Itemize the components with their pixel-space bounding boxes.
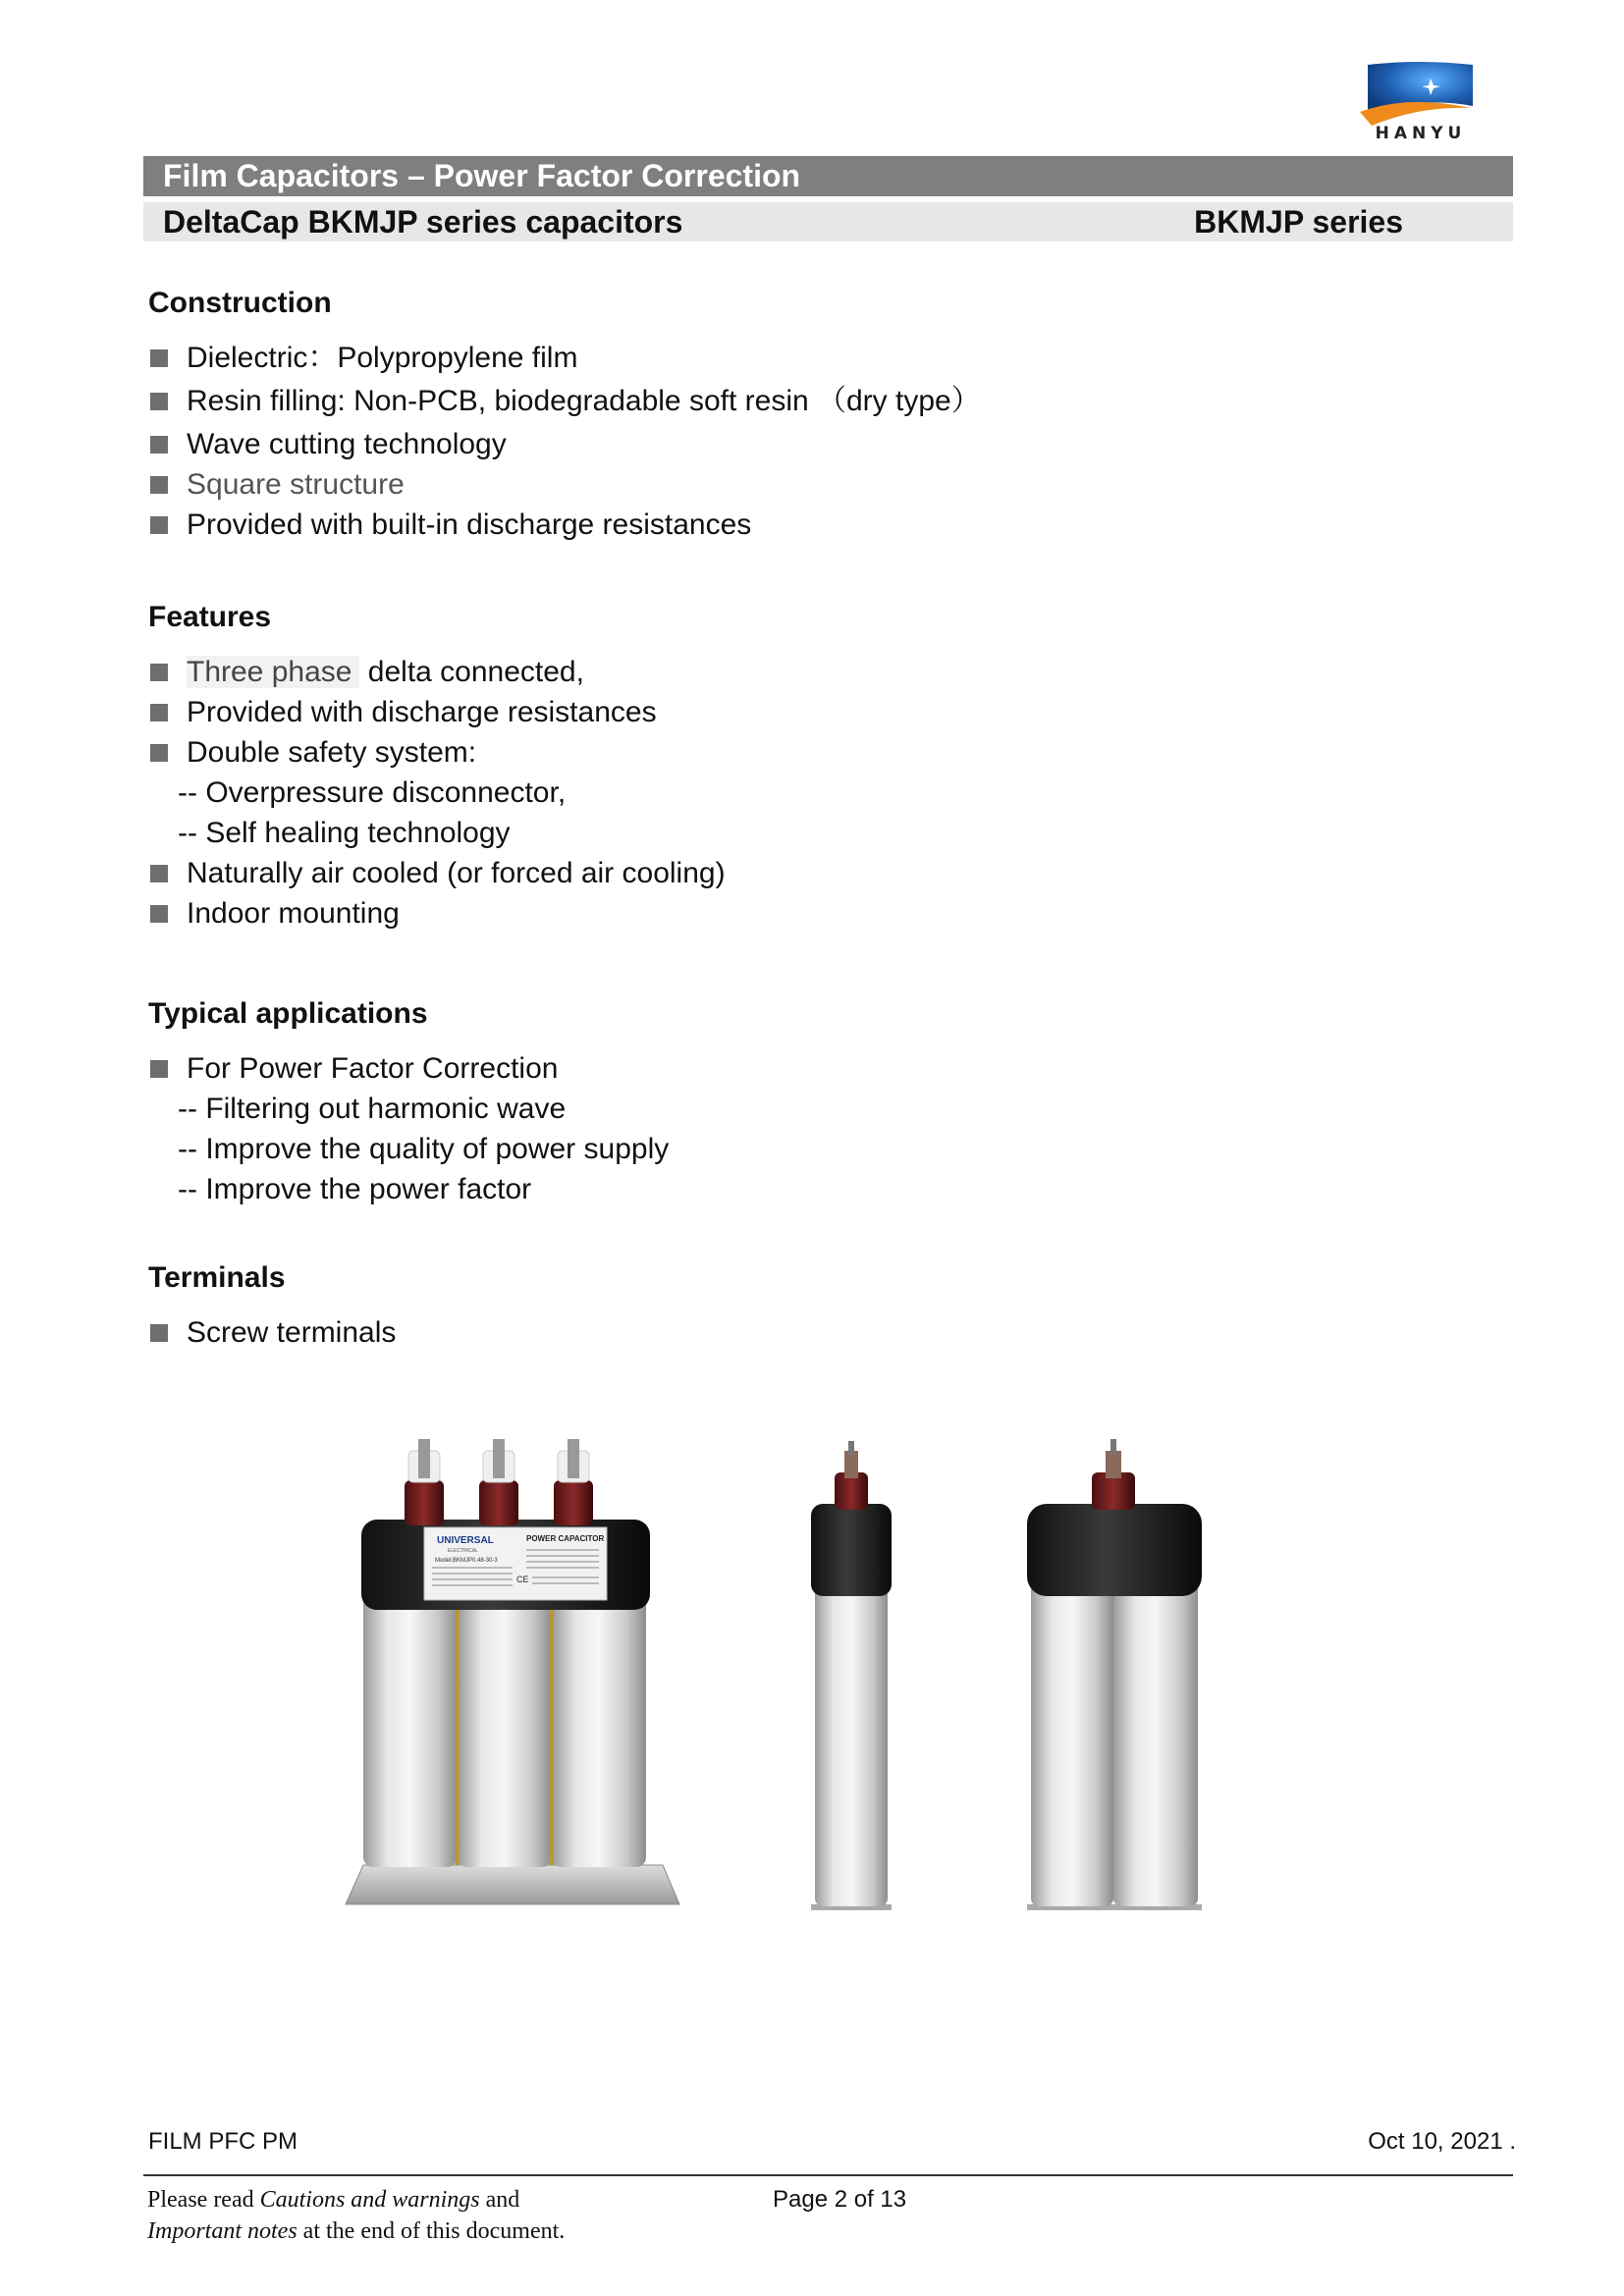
applications-section xyxy=(148,997,669,1209)
bullet-square-icon xyxy=(150,664,168,681)
sub-item: -- Overpressure disconnector, xyxy=(178,776,567,809)
doc-code: FILM PFC PM xyxy=(148,2128,298,2155)
bullet-square-icon xyxy=(150,516,168,534)
doc-date: Oct 10, 2021 . xyxy=(1368,2128,1516,2155)
sub-item: -- Self healing technology xyxy=(178,817,511,849)
footer-note: Please read Cautions and warnings and Important notes at the end of this document. xyxy=(147,2187,566,2244)
applications-heading: Typical applications xyxy=(148,997,428,1030)
bullet-square-icon xyxy=(150,393,168,410)
bullet-square-icon xyxy=(150,865,168,882)
subtitle-bar xyxy=(143,202,1513,241)
list-item: Provided with discharge resistances xyxy=(148,692,726,732)
product-photo xyxy=(334,1433,1237,1934)
footer-divider xyxy=(143,2174,1513,2176)
series-name: BKMJP series xyxy=(1194,204,1403,240)
page-title: Film Capacitors – Power Factor Correction xyxy=(143,156,1513,196)
terminals-section xyxy=(148,1261,396,1353)
bullet-square-icon xyxy=(150,905,168,923)
sub-item: -- Filtering out harmonic wave xyxy=(178,1093,567,1125)
page-number: Page 2 of 13 xyxy=(773,2186,907,2213)
list-item: For Power Factor Correction xyxy=(148,1048,669,1089)
bullet-square-icon xyxy=(150,744,168,762)
list-item: Square structure xyxy=(148,464,981,505)
label-brand-sub: ELECTRICAL xyxy=(448,1548,478,1554)
sub-item: -- Improve the quality of power supply xyxy=(178,1133,670,1165)
three-phase-capacitor xyxy=(346,1439,679,1904)
bullet-square-icon xyxy=(150,704,168,721)
construction-section xyxy=(148,287,981,545)
double-cylinder-capacitor xyxy=(1027,1439,1202,1910)
list-item: Wave cutting technology xyxy=(148,424,981,464)
subtitle: DeltaCap BKMJP series capacitors xyxy=(163,204,683,240)
logo-text: HANYU xyxy=(1375,124,1467,143)
list-item: Indoor mounting xyxy=(148,893,726,934)
bullet-square-icon xyxy=(150,1324,168,1342)
bullet-square-icon xyxy=(150,476,168,494)
list-item: Dielectric：Polypropylene film xyxy=(148,338,981,378)
features-section xyxy=(148,601,726,934)
construction-heading: Construction xyxy=(148,287,332,319)
list-item: Naturally air cooled (or forced air cooling) xyxy=(148,853,726,893)
bullet-square-icon xyxy=(150,436,168,454)
list-item: Screw terminals xyxy=(148,1312,396,1353)
bullet-square-icon xyxy=(150,1060,168,1078)
bullet-square-icon xyxy=(150,349,168,367)
label-model: Model:BKMJP0.48-30-3 xyxy=(435,1558,498,1564)
terminals-heading: Terminals xyxy=(148,1261,286,1294)
single-cylinder-capacitor xyxy=(811,1441,892,1910)
label-brand: UNIVERSAL xyxy=(437,1535,494,1546)
list-item: Three phase delta connected, xyxy=(148,652,726,692)
sub-item: -- Improve the power factor xyxy=(178,1173,532,1205)
features-heading: Features xyxy=(148,601,272,633)
list-item: Resin filling: Non-PCB, biodegradable soft resin （dry type） xyxy=(148,381,981,421)
label-title: POWER CAPACITOR xyxy=(526,1534,605,1543)
list-item: Provided with built-in discharge resistances xyxy=(148,505,981,545)
label-ce: CE xyxy=(516,1575,529,1584)
list-item: Double safety system: xyxy=(148,732,726,773)
